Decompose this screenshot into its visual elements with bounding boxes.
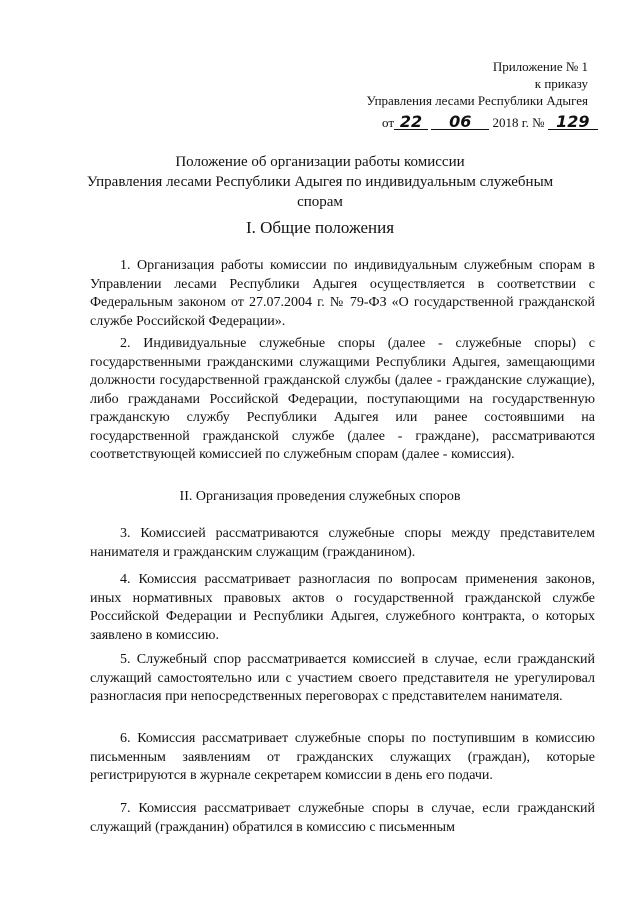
document-title xyxy=(0,152,640,212)
paragraph-2: 2. Индивидуальные служебные споры (далее - служебные споры) с государственными гражданскими служащими Республики Адыгея, замещающими должности государственной гражданской службы (далее - гражданские служащие), либо гражданами Российской Федерации, поступающими на государственную гражданскую службу Республики Адыгея или ранее состоявшими на государственной гражданской службе (далее - граждане), рассматриваются соответствующей комиссией по служебным спорам (далее - комиссия). xyxy=(90,336,595,462)
section-2-heading: II. Организация проведения служебных споров xyxy=(179,489,461,504)
annex-number: Приложение № 1 xyxy=(492,59,588,74)
order-year-text: 2018 г. № xyxy=(492,115,545,130)
paragraph-5: 5. Служебный спор рассматривается комиссией в случае, если гражданский служащий самостоятельно или с участием своего представителя не урегулировал разногласия при непосредственных переговорах с представителем нанимателя. xyxy=(90,652,595,704)
title-line-2: Управления лесами Республики Адыгея по индивидуальным служебным xyxy=(86,174,554,190)
section-1-heading: I. Общие положения xyxy=(245,218,395,237)
paragraph-4: 4. Комиссия рассматривает разногласия по вопросам применения законов, иных нормативных правовых актов о государственной гражданской службе Российской Федерации и Республики Адыгея, служебного контракта, о которых заявлено в комиссию. xyxy=(90,572,595,643)
order-number-handwritten: 129 xyxy=(548,114,598,130)
order-month-handwritten: 06 xyxy=(431,114,489,130)
order-date-line xyxy=(382,114,598,132)
paragraph-6: 6. Комиссия рассматривает служебные споры по поступившим в комиссию письменным заявлениям от гражданских служащих (граждан), которые регистрируются в журнале секретарем комиссии в день его подачи. xyxy=(90,731,595,783)
annex-block xyxy=(367,58,588,109)
title-line-1: Положение об организации работы комиссии xyxy=(175,154,465,170)
annex-organization: Управления лесами Республики Адыгея xyxy=(366,93,588,108)
annex-order-ref: к приказу xyxy=(534,76,588,91)
paragraph-1: 1. Организация работы комиссии по индивидуальным служебным спорам в Управлении лесами Республики Адыгея осуществляется в соответствии с Федеральным законом от 27.07.2004 г. № 79-ФЗ «О государственной гражданской службе Российской Федерации». xyxy=(90,258,595,329)
order-day-handwritten: 22 xyxy=(394,114,428,130)
title-line-3: спорам xyxy=(297,194,343,210)
paragraph-7: 7. Комиссия рассматривает служебные споры в случае, если гражданский служащий (гражданин) обратился в комиссию с письменным xyxy=(90,801,595,835)
paragraph-3: 3. Комиссией рассматриваются служебные споры между представителем нанимателя и гражданским служащим (гражданином). xyxy=(90,526,595,560)
order-prefix: от xyxy=(382,115,395,130)
